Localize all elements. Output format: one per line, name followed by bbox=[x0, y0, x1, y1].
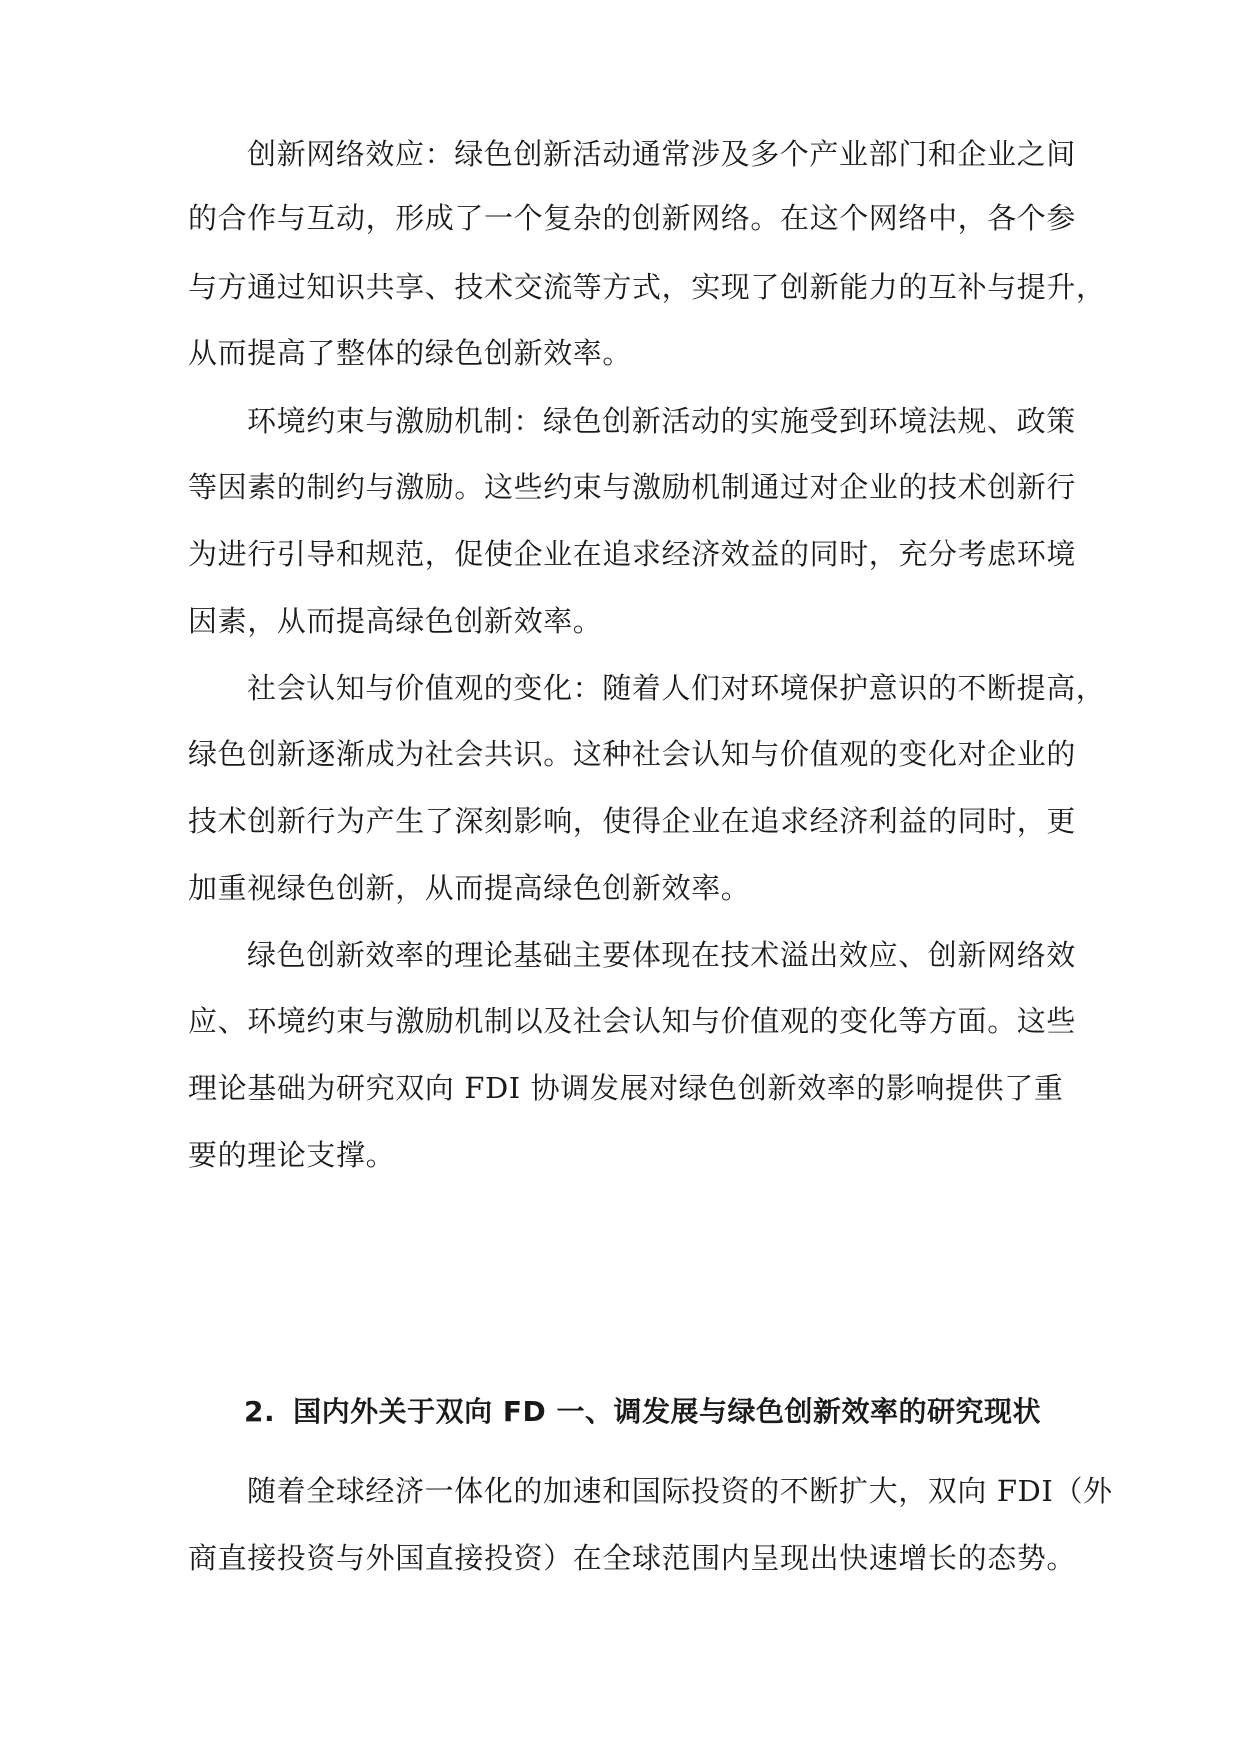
text-line: 等因素的制约与激励。这些约束与激励机制通过对企业的技术创新行 bbox=[188, 470, 1077, 504]
text-line: 加重视绿色创新，从而提高绿色创新效率。 bbox=[188, 871, 751, 905]
text-line: 绿色创新效率的理论基础主要体现在技术溢出效应、创新网络效 bbox=[247, 938, 1076, 972]
text-line: 商直接投资与外国直接投资）在全球范围内呈现出快速增长的态势。 bbox=[188, 1541, 1077, 1575]
text-line: 环境约束与激励机制：绿色创新活动的实施受到环境法规、政策 bbox=[247, 404, 1076, 438]
text-line: 要的理论支撑。 bbox=[188, 1138, 396, 1172]
text-line: 为进行引导和规范，促使企业在追求经济效益的同时，充分考虑环境 bbox=[188, 537, 1077, 571]
section-heading bbox=[244, 1395, 1041, 1429]
text-line: 从而提高了整体的绿色创新效率。 bbox=[188, 336, 633, 370]
text-line: 与方通过知识共享、技术交流等方式，实现了创新能力的互补与提升， bbox=[188, 270, 1106, 304]
section-title: 国内外关于双向 FD 一、调发展与绿色创新效率的研究现状 bbox=[293, 1395, 1041, 1428]
section-number: 2. bbox=[244, 1395, 276, 1428]
text-line: 理论基础为研究双向 FDI 协调发展对绿色创新效率的影响提供了重 bbox=[188, 1071, 1064, 1105]
text-line: 技术创新行为产生了深刻影响，使得企业在追求经济利益的同时，更 bbox=[188, 804, 1077, 838]
text-line: 社会认知与价值观的变化：随着人们对环境保护意识的不断提高， bbox=[247, 671, 1106, 705]
text-line: 因素，从而提高绿色创新效率。 bbox=[188, 604, 603, 638]
text-line: 创新网络效应：绿色创新活动通常涉及多个产业部门和企业之间 bbox=[247, 137, 1076, 171]
text-line: 绿色创新逐渐成为社会共识。这种社会认知与价值观的变化对企业的 bbox=[188, 737, 1077, 771]
text-line: 应、环境约束与激励机制以及社会认知与价值观的变化等方面。这些 bbox=[188, 1004, 1077, 1038]
text-line: 随着全球经济一体化的加速和国际投资的不断扩大，双向 FDI（外 bbox=[247, 1474, 1113, 1508]
text-line: 的合作与互动，形成了一个复杂的创新网络。在这个网络中，各个参 bbox=[188, 201, 1077, 235]
